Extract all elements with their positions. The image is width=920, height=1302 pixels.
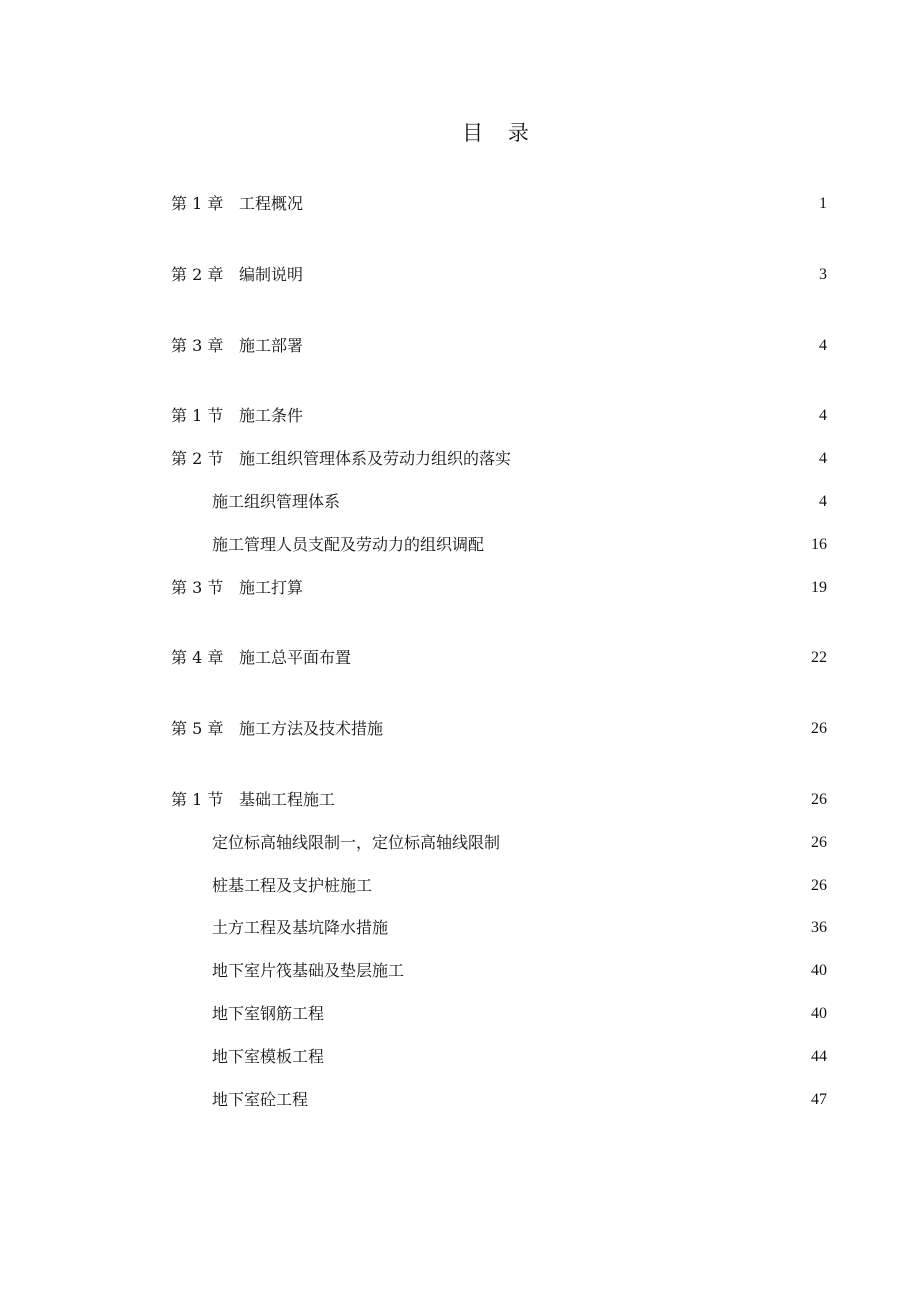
toc-entry-section[interactable] — [171, 404, 827, 428]
toc-entry-title: 基础工程施工 — [239, 790, 336, 809]
toc-entry-chapter[interactable] — [171, 717, 827, 741]
toc-entry-subsection[interactable] — [212, 831, 827, 855]
toc-entry-page: 16 — [811, 536, 827, 553]
toc-entry-title: 定位标高轴线限制一，定位标高轴线限制 — [212, 833, 501, 852]
toc-entry-page: 40 — [811, 1005, 827, 1022]
toc-entry-title: 施工组织管理体系及劳动力组织的落实 — [239, 449, 512, 468]
toc-entry-number: 第 3 章 — [171, 336, 224, 355]
page-title: 目 录 — [462, 121, 538, 145]
toc-entry-chapter[interactable] — [171, 192, 827, 216]
toc-entry-page: 47 — [811, 1091, 827, 1108]
toc-entry-page: 4 — [819, 337, 827, 354]
toc-entry-number: 第 1 章 — [171, 194, 224, 213]
toc-entry-section[interactable] — [171, 576, 827, 600]
toc-entry-page: 22 — [811, 649, 827, 666]
toc-entry-title: 施工打算 — [239, 578, 304, 597]
toc-entry-title: 地下室钢筋工程 — [212, 1004, 325, 1023]
toc-entry-chapter[interactable] — [171, 334, 827, 358]
toc-entry-number: 第 2 节 — [171, 449, 224, 468]
toc-entry-number: 第 5 章 — [171, 719, 224, 738]
toc-entry-page: 26 — [811, 720, 827, 737]
toc-entry-number: 第 1 节 — [171, 790, 224, 809]
toc-entry-title: 施工管理人员支配及劳动力的组织调配 — [212, 535, 485, 554]
toc-entry-page: 19 — [811, 579, 827, 596]
toc-entry-title: 地下室片筏基础及垫层施工 — [212, 961, 405, 980]
toc-entry-subsection[interactable] — [212, 1088, 827, 1112]
toc-entry-chapter[interactable] — [171, 646, 827, 670]
toc-entry-number: 第 2 章 — [171, 265, 224, 284]
toc-entry-title: 工程概况 — [239, 194, 304, 213]
toc-entry-title: 编制说明 — [239, 265, 304, 284]
toc-entry-page: 26 — [811, 834, 827, 851]
toc-entry-number: 第 1 节 — [171, 406, 224, 425]
toc-entry-page: 4 — [819, 493, 827, 510]
toc-entry-page: 36 — [811, 919, 827, 936]
toc-entry-subsection[interactable] — [212, 959, 827, 983]
toc-entry-subsection[interactable] — [212, 1002, 827, 1026]
toc-entry-section[interactable] — [171, 788, 827, 812]
toc-entry-title: 施工组织管理体系 — [212, 492, 341, 511]
toc-entry-page: 4 — [819, 450, 827, 467]
toc-entry-page: 4 — [819, 407, 827, 424]
toc-entry-section[interactable] — [171, 447, 827, 471]
toc-entry-subsection[interactable] — [212, 1045, 827, 1069]
toc-entry-page: 44 — [811, 1048, 827, 1065]
toc-entry-title: 施工总平面布置 — [239, 648, 352, 667]
toc-entry-number: 第 4 章 — [171, 648, 224, 667]
toc-entry-subsection[interactable] — [212, 533, 827, 557]
toc-entry-page: 3 — [819, 266, 827, 283]
toc-entry-page: 26 — [811, 877, 827, 894]
toc-entry-title: 地下室砼工程 — [212, 1090, 309, 1109]
toc-entry-subsection[interactable] — [212, 874, 827, 898]
toc-entry-page: 26 — [811, 791, 827, 808]
toc-entry-page: 40 — [811, 962, 827, 979]
toc-entry-title: 施工部署 — [239, 336, 304, 355]
toc-entry-title: 桩基工程及支护桩施工 — [212, 876, 373, 895]
toc-entry-subsection[interactable] — [212, 916, 827, 940]
toc-entry-title: 地下室模板工程 — [212, 1047, 325, 1066]
toc-entry-title: 施工条件 — [239, 406, 304, 425]
toc-entry-title: 施工方法及技术措施 — [239, 719, 384, 738]
toc-entry-subsection[interactable] — [212, 490, 827, 514]
toc-entry-page: 1 — [819, 195, 827, 212]
toc-entry-number: 第 3 节 — [171, 578, 224, 597]
toc-entry-chapter[interactable] — [171, 263, 827, 287]
toc-entry-title: 土方工程及基坑降水措施 — [212, 918, 389, 937]
